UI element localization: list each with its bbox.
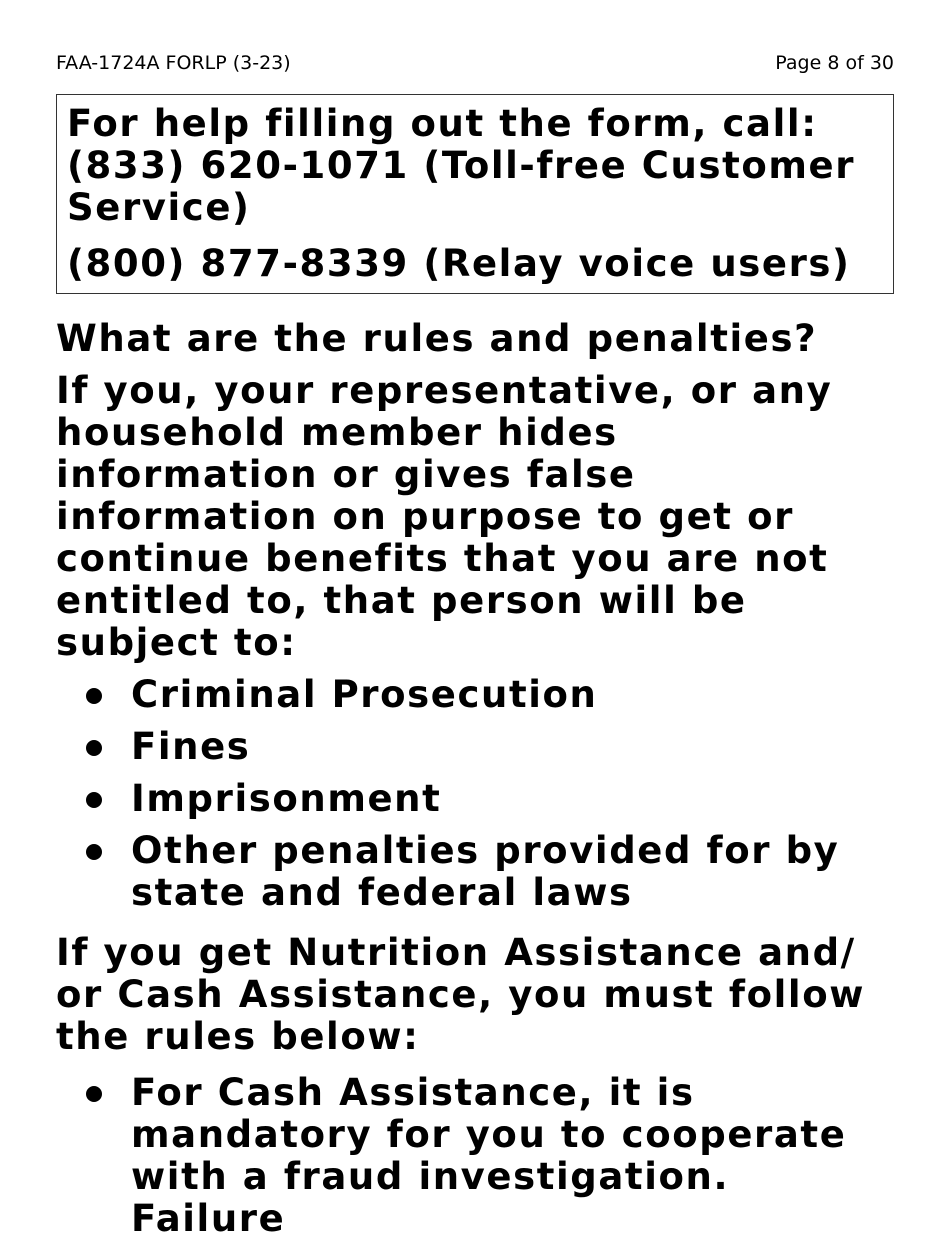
followup-paragraph: If you get Nutrition Assistance and/ or Cash Assistance, you must follow the rules below: <box>56 931 865 1058</box>
bullet-icon <box>86 844 102 860</box>
page-number: Page 8 of 30 <box>775 52 894 74</box>
list-item-text: Fines <box>131 725 251 768</box>
help-contact-box <box>56 94 894 294</box>
list-item-text: Other penalties provided for by state and federal laws <box>131 829 840 914</box>
page-header <box>56 50 894 76</box>
list-item-text: For Cash Assistance, it is mandatory for you to cooperate with a fraud investigation. Failure <box>131 1071 847 1240</box>
form-id: FAA-1724A FORLP (3-23) <box>56 52 291 74</box>
list-item-text: Imprisonment <box>131 777 442 820</box>
list-item <box>56 778 894 820</box>
list-item <box>56 674 894 716</box>
help-relay-line: (800) 877-8339 (Relay voice users) <box>67 242 851 285</box>
bullet-icon <box>86 1086 102 1102</box>
rules-list <box>56 1072 894 1240</box>
bullet-icon <box>86 688 102 704</box>
list-item <box>56 1072 894 1240</box>
list-item <box>56 726 894 768</box>
bullet-icon <box>86 792 102 808</box>
list-item-text: Criminal Prosecution <box>131 673 598 716</box>
bullet-icon <box>86 740 102 756</box>
help-customer-service-line: For help filling out the form, call: (833) 620-1071 (Toll-free Customer Service) <box>67 102 856 229</box>
penalties-list <box>56 674 894 914</box>
list-item <box>56 830 894 914</box>
section-heading: What are the rules and penalties? <box>56 317 818 360</box>
document-page <box>56 50 894 1250</box>
rules-intro-paragraph: If you, your representative, or any household member hides information or gives false information on purpose to get or continue benefits that you are not entitled to, that person will be subject to: <box>56 369 833 664</box>
